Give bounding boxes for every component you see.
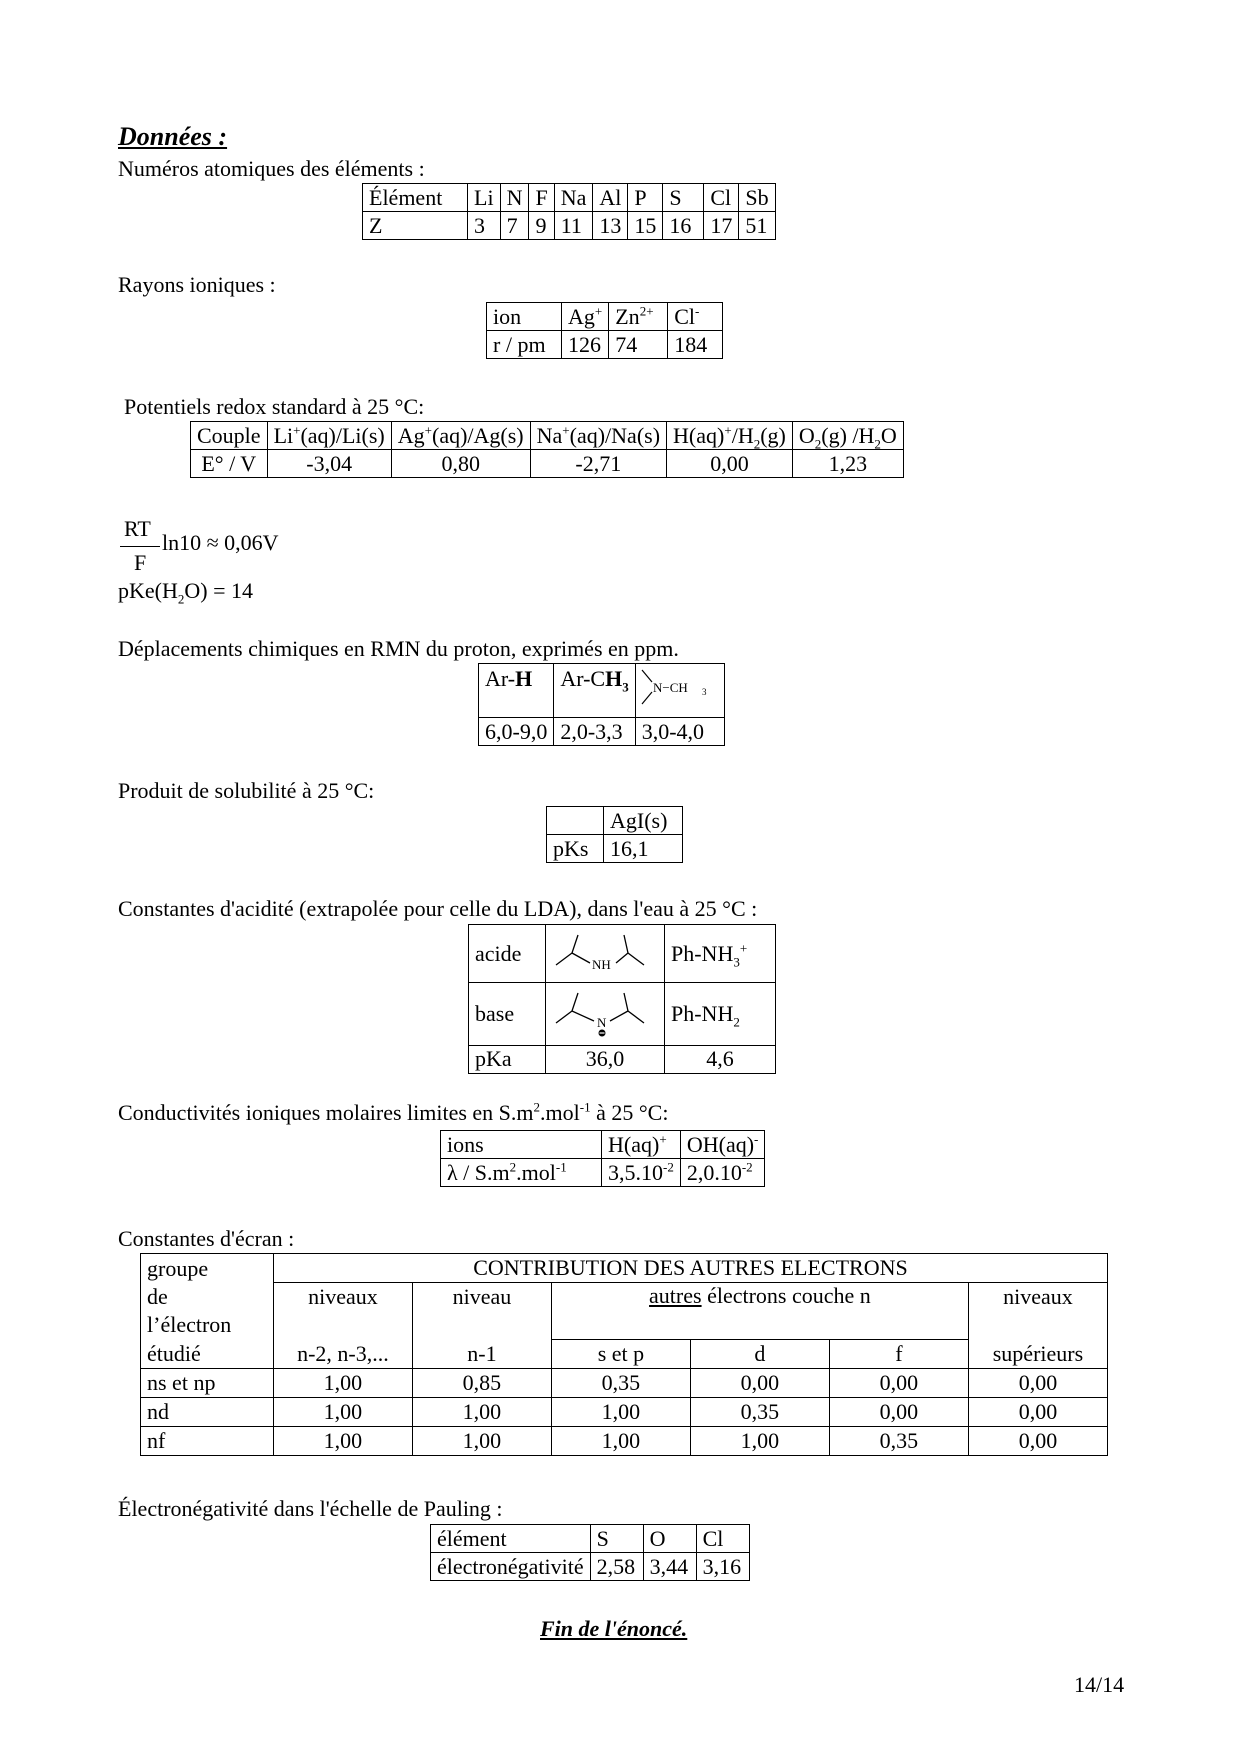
table-row [141,1426,1108,1455]
table-cell: 1,00 [273,1368,412,1397]
table-cell: 126 [562,331,609,359]
unit-text: .mol [516,1159,556,1185]
table-cell [554,664,635,718]
table-row [469,1045,776,1073]
ion-cl: Cl [674,303,696,329]
base-text: Ph-NH [671,1001,734,1027]
struct-sub: 3 [701,687,707,697]
table-row [431,1553,750,1581]
table-cell [667,422,793,450]
table-cell: 17 [704,212,739,240]
ion-zn: Zn [615,303,640,329]
table-cell: 11 [554,212,593,240]
underlined-text: autres [649,1283,702,1308]
table-cell: 13 [593,212,628,240]
table-cell: 1,00 [412,1426,551,1455]
charge: - [754,1131,759,1147]
table-cell: l’électron [141,1311,274,1339]
table-cell: 0,00 [829,1397,968,1426]
table-cell [680,1159,765,1187]
table-cell: Na [554,184,593,212]
table-row [547,807,683,835]
ionic-label: Rayons ioniques : [118,272,276,297]
table-cell: 0,35 [829,1426,968,1455]
table-cell: E° / V [191,450,268,478]
table-cell: 4,6 [665,1045,776,1073]
table-cell: pKs [547,835,604,863]
table-cell [267,422,391,450]
amine-methyl-structure-icon [636,664,724,712]
couple-text: /H [731,422,754,448]
table-cell: 0,00 [667,450,793,478]
pke-text: O) = 14 [184,578,253,603]
table-row [547,835,683,863]
header-text: électrons couche n [701,1283,871,1308]
table-cell: 3 [468,212,501,240]
solubility-label: Produit de solubilité à 25 °C: [118,778,375,803]
table-cell: 0,00 [829,1368,968,1397]
table-cell [273,1311,412,1339]
table-cell: d [690,1339,829,1368]
table-row [141,1283,1108,1312]
end-of-statement: Fin de l'énoncé. [540,1616,688,1641]
table-cell [441,1159,602,1187]
table-cell: -3,04 [267,450,391,478]
nmr-text: Ar-C [560,666,606,691]
table-row [441,1131,765,1159]
table-cell [665,983,776,1045]
charge: + [562,422,570,438]
table-cell: 0,80 [391,450,530,478]
table-cell [602,1131,681,1159]
acidity-table [468,924,776,1074]
table-cell [530,422,666,450]
nmr-table [478,663,725,746]
table-cell: pKa [469,1045,546,1073]
electroneg-table [430,1524,750,1581]
table-cell [551,1283,968,1340]
table-cell: 0,00 [968,1426,1107,1455]
table-cell: niveaux [968,1283,1107,1312]
table-cell [609,303,668,331]
table-cell: nd [141,1397,274,1426]
couple-text: (g) /H [821,422,875,448]
nernst-value: ln10 ≈ 0,06V [162,530,279,555]
table-row [479,718,725,746]
nh-label: NH [592,957,611,972]
table-cell: 1,23 [792,450,903,478]
table-cell: 1,00 [551,1397,690,1426]
table-cell: ion [487,303,562,331]
table-cell: Z [363,212,468,240]
table-cell: 184 [668,331,723,359]
table-cell: 0,85 [412,1368,551,1397]
table-cell: n-1 [412,1339,551,1368]
table-row [469,983,776,1045]
table-row [141,1368,1108,1397]
nernst-constant [118,516,378,576]
table-row [141,1254,1108,1283]
table-cell: Couple [191,422,268,450]
charge: 2+ [639,303,654,319]
table-cell: 16,1 [604,835,683,863]
table-row [191,422,904,450]
couple-text: (aq)/Na(s) [569,422,661,448]
table-cell: Élément [363,184,468,212]
table-cell: 15 [628,212,663,240]
solubility-table [546,806,683,863]
nmr-label: Déplacements chimiques en RMN du proton, exprimés en ppm. [118,636,679,661]
charge: - [695,303,700,319]
table-cell: 3,0-4,0 [635,718,724,746]
atomic-table [362,183,776,240]
charge: + [724,422,732,438]
label-text: Conductivités ioniques molaires limites en S.m [118,1100,534,1125]
table-cell: N [500,184,529,212]
struct-label: N−CH [652,680,688,695]
atomic-label: Numéros atomiques des éléments : [118,156,425,181]
conductivity-table [440,1130,765,1187]
unit-text: λ / S.m [447,1159,510,1185]
page-number: 14/14 [1074,1672,1125,1697]
couple-text: Li [273,422,294,448]
ion-text: OH(aq) [686,1131,755,1157]
table-cell: ions [441,1131,602,1159]
table-row [469,925,776,983]
value-text: 3,5.10 [608,1159,663,1185]
label-text: à 25 °C: [590,1100,669,1125]
table-row [191,450,904,478]
table-cell: s et p [551,1339,690,1368]
table-cell: niveaux [273,1283,412,1312]
table-cell [547,807,604,835]
table-cell: 1,00 [551,1426,690,1455]
table-cell: étudié [141,1339,274,1368]
superscript: -1 [555,1159,567,1175]
table-cell [668,303,723,331]
table-cell: -2,71 [530,450,666,478]
table-cell: r / pm [487,331,562,359]
superscript: 2 [509,1159,517,1175]
table-cell [602,1159,681,1187]
table-cell: Li [468,184,501,212]
superscript: -2 [663,1159,674,1175]
table-cell [665,925,776,983]
table-cell: supérieurs [968,1339,1107,1368]
couple-text: O [880,422,897,448]
table-cell [792,422,903,450]
diisopropylamine-structure-icon [546,925,664,977]
table-cell: CONTRIBUTION DES AUTRES ELECTRONS [273,1254,1107,1283]
charge: + [739,940,748,956]
redox-label: Potentiels redox standard à 25 °C: [124,394,425,419]
table-cell [391,422,530,450]
table-cell: Cl [696,1525,749,1553]
subscript: 2 [814,436,822,452]
table-cell: 3,44 [643,1553,696,1581]
screening-table [140,1253,1108,1456]
couple-text: (g) [760,422,786,448]
nmr-bold: H [605,666,623,691]
n-label: N [597,1015,607,1031]
table-cell: 6,0-9,0 [479,718,554,746]
fraction-bar [120,546,160,547]
table-cell: élément [431,1525,591,1553]
table-cell: AgI(s) [604,807,683,835]
subscript: 3 [733,954,740,970]
subscript: 2 [177,591,185,607]
table-row [363,212,776,240]
pke-value [118,578,253,607]
table-cell: 9 [529,212,554,240]
table-cell: 3,16 [696,1553,749,1581]
charge: + [424,422,432,438]
table-cell: 36,0 [546,1045,665,1073]
table-cell: de [141,1283,274,1312]
ion-ag: Ag [568,303,595,329]
fraction-numerator: RT [124,516,151,541]
superscript: -1 [579,1099,591,1115]
pke-text: pKe(H [118,578,178,603]
couple-text: Na [536,422,563,448]
table-cell: 1,00 [412,1397,551,1426]
table-cell [968,1311,1107,1339]
table-cell: Al [593,184,628,212]
ion-text: H(aq) [608,1131,660,1157]
table-cell: 0,35 [690,1397,829,1426]
table-cell: F [529,184,554,212]
table-cell: Cl [704,184,739,212]
table-cell: 1,00 [273,1426,412,1455]
table-cell: 0,00 [690,1368,829,1397]
table-row [431,1525,750,1553]
couple-text: (aq)/Li(s) [300,422,385,448]
table-cell: 2,0-3,3 [554,718,635,746]
superscript: -2 [741,1159,753,1175]
table-cell: S [663,184,704,212]
redox-table [190,421,904,478]
table-cell: ns et np [141,1368,274,1397]
table-cell: 2,58 [590,1553,643,1581]
table-cell [546,983,665,1045]
table-cell: 51 [739,212,775,240]
acidity-label: Constantes d'acidité (extrapolée pour celle du LDA), dans l'eau à 25 °C : [118,896,758,921]
screening-label: Constantes d'écran : [118,1226,295,1251]
table-cell: 7 [500,212,529,240]
table-cell [412,1311,551,1339]
superscript: 2 [533,1099,541,1115]
table-cell: base [469,983,546,1045]
subscript: 3 [622,679,629,695]
table-cell: O [643,1525,696,1553]
table-cell: n-2, n-3,... [273,1339,412,1368]
nmr-bold: H [515,666,533,691]
table-row [487,303,723,331]
nmr-text: Ar- [485,666,516,691]
couple-text: O [798,422,815,448]
table-cell [479,664,554,718]
fraction-denominator: F [134,550,147,575]
table-cell [562,303,609,331]
couple-text: (aq)/Ag(s) [432,422,524,448]
acid-text: Ph-NH [671,941,734,966]
table-cell [546,925,665,983]
table-row [479,664,725,718]
table-cell: f [829,1339,968,1368]
subscript: 2 [753,436,761,452]
table-row [141,1339,1108,1368]
table-row [487,331,723,359]
table-cell: 1,00 [690,1426,829,1455]
charge: + [659,1131,667,1147]
table-cell: nf [141,1426,274,1455]
table-row [363,184,776,212]
charge: + [293,422,301,438]
table-cell: Sb [739,184,775,212]
conductivity-label [118,1100,668,1125]
table-cell [635,664,724,718]
table-cell: acide [469,925,546,983]
table-cell: P [628,184,663,212]
table-cell: groupe [141,1254,274,1283]
table-cell: 16 [663,212,704,240]
ionic-table [486,302,723,359]
table-cell: 0,35 [551,1368,690,1397]
table-cell: S [590,1525,643,1553]
charge: + [594,303,603,319]
table-row [441,1159,765,1187]
table-cell: niveau [412,1283,551,1312]
value-text: 2,0.10 [686,1159,742,1185]
table-row [141,1397,1108,1426]
table-cell: 1,00 [273,1397,412,1426]
table-cell [680,1131,765,1159]
lda-anion-structure-icon [546,983,664,1039]
couple-text: Ag [397,422,425,448]
subscript: 2 [733,1014,740,1030]
table-cell: 74 [609,331,668,359]
page-title: Données : [118,122,228,151]
table-cell: 0,00 [968,1397,1107,1426]
couple-text: H(aq) [673,422,725,448]
table-cell: 0,00 [968,1368,1107,1397]
electroneg-label: Électronégativité dans l'échelle de Pauling : [118,1496,503,1521]
subscript: 2 [874,436,881,452]
label-text: .mol [540,1100,580,1125]
table-cell: électronégativité [431,1553,591,1581]
